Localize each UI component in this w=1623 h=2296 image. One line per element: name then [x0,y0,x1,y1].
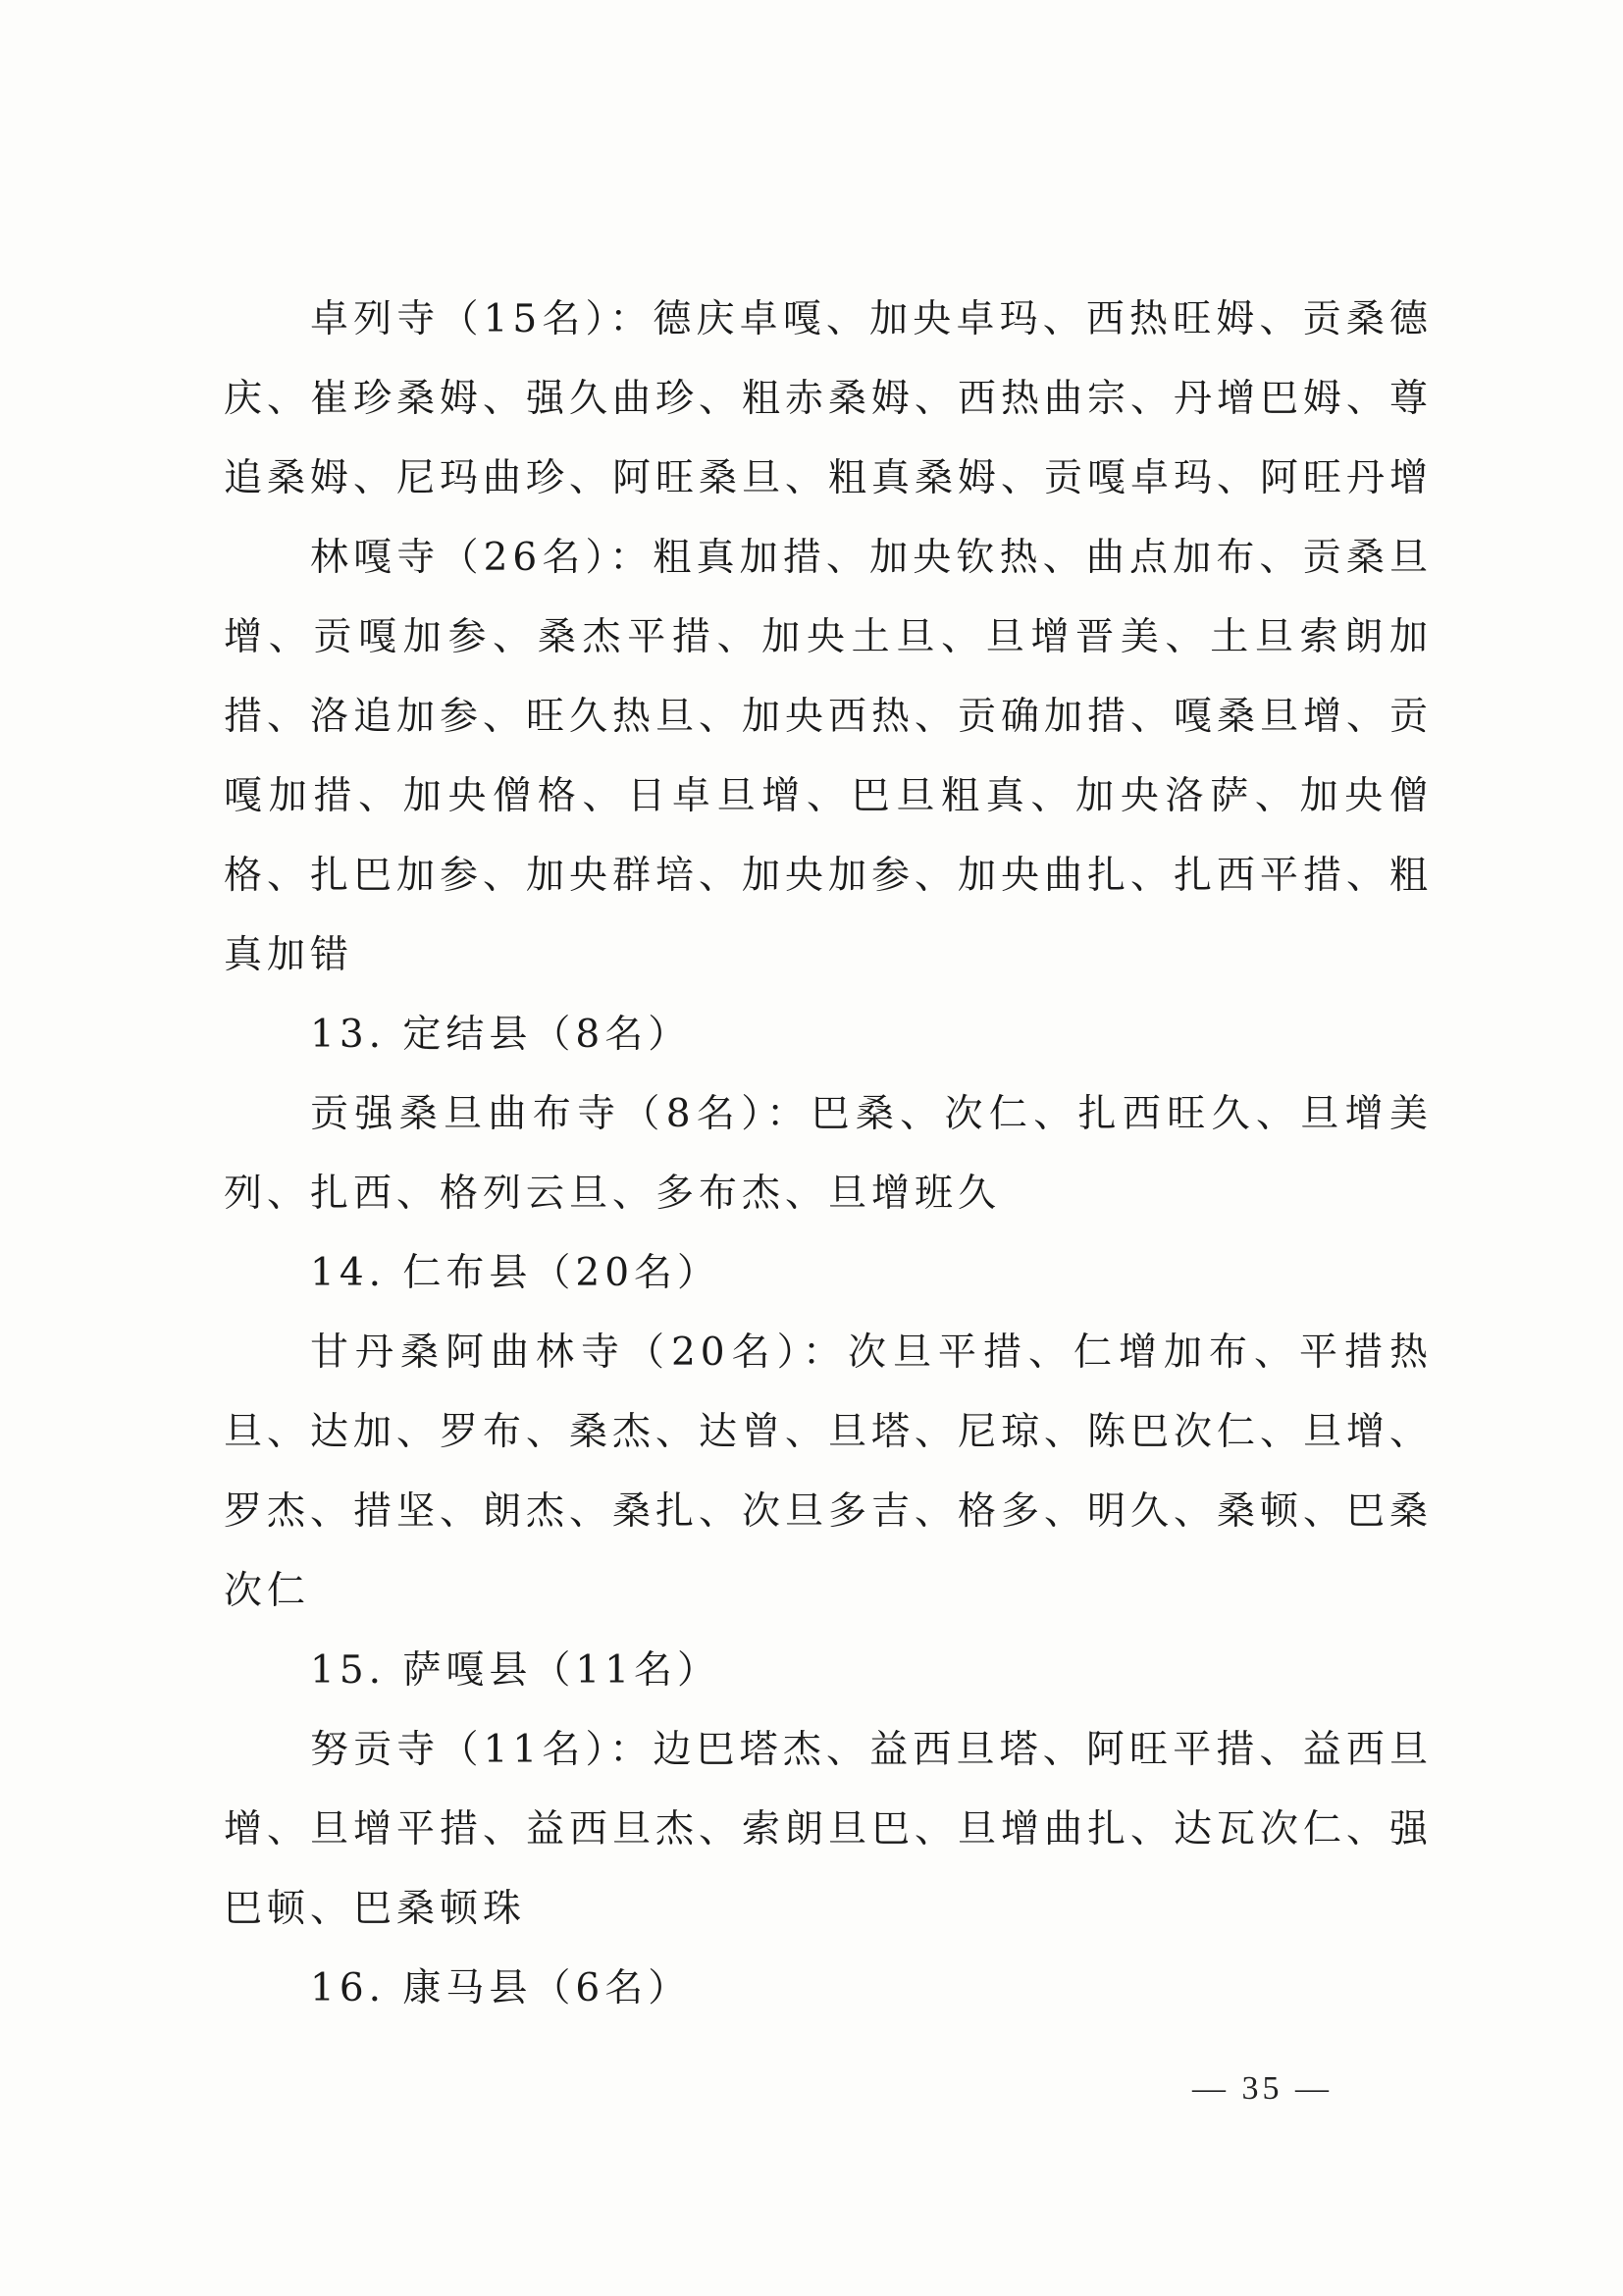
paragraph-linga-temple: 林嘎寺（26名）：粗真加措、加央钦热、曲点加布、贡桑旦增、贡嘎加参、桑杰平措、加央土旦、旦增晋美、土旦索朗加措、洛追加参、旺久热旦、加央西热、贡确加措、嘎桑旦增、贡嘎加措、加央僧格、日卓旦增、巴旦粗真、加央洛萨、加央僧格、扎巴加参、加央群培、加央加参、加央曲扎、扎西平措、粗真加错 [224,536,1434,977]
heading-dingjie-county: 13. 定结县（8名） [310,1013,692,1057]
heading-kangma-county: 16. 康马县（6名） [310,1966,692,2010]
document-body [224,280,1433,2028]
paragraph-zhuolie-temple: 卓列寺（15名）：德庆卓嘎、加央卓玛、西热旺姆、贡桑德庆、崔珍桑姆、强久曲珍、粗赤桑姆、西热曲宗、丹增巴姆、尊追桑姆、尼玛曲珍、阿旺桑旦、粗真桑姆、贡嘎卓玛、阿旺丹增 [224,297,1434,500]
paragraph-gandan-temple: 甘丹桑阿曲林寺（20名）：次旦平措、仁增加布、平措热旦、达加、罗布、桑杰、达曾、旦塔、尼琼、陈巴次仁、旦增、罗杰、措坚、朗杰、桑扎、次旦多吉、格多、明久、桑顿、巴桑次仁 [224,1331,1434,1613]
page-number: — 35 — [1192,2070,1333,2107]
heading-renbu-county: 14. 仁布县（20名） [310,1251,721,1295]
heading-saga-county: 15. 萨嘎县（11名） [310,1648,721,1693]
paragraph-gongqiang-temple: 贡强桑旦曲布寺（8名）：巴桑、次仁、扎西旺久、旦增美列、扎西、格列云旦、多布杰、旦增班久 [224,1092,1433,1216]
paragraph-nugong-temple: 努贡寺（11名）：边巴塔杰、益西旦塔、阿旺平措、益西旦增、旦增平措、益西旦杰、索朗旦巴、旦增曲扎、达瓦次仁、强巴顿、巴桑顿珠 [224,1728,1434,1931]
